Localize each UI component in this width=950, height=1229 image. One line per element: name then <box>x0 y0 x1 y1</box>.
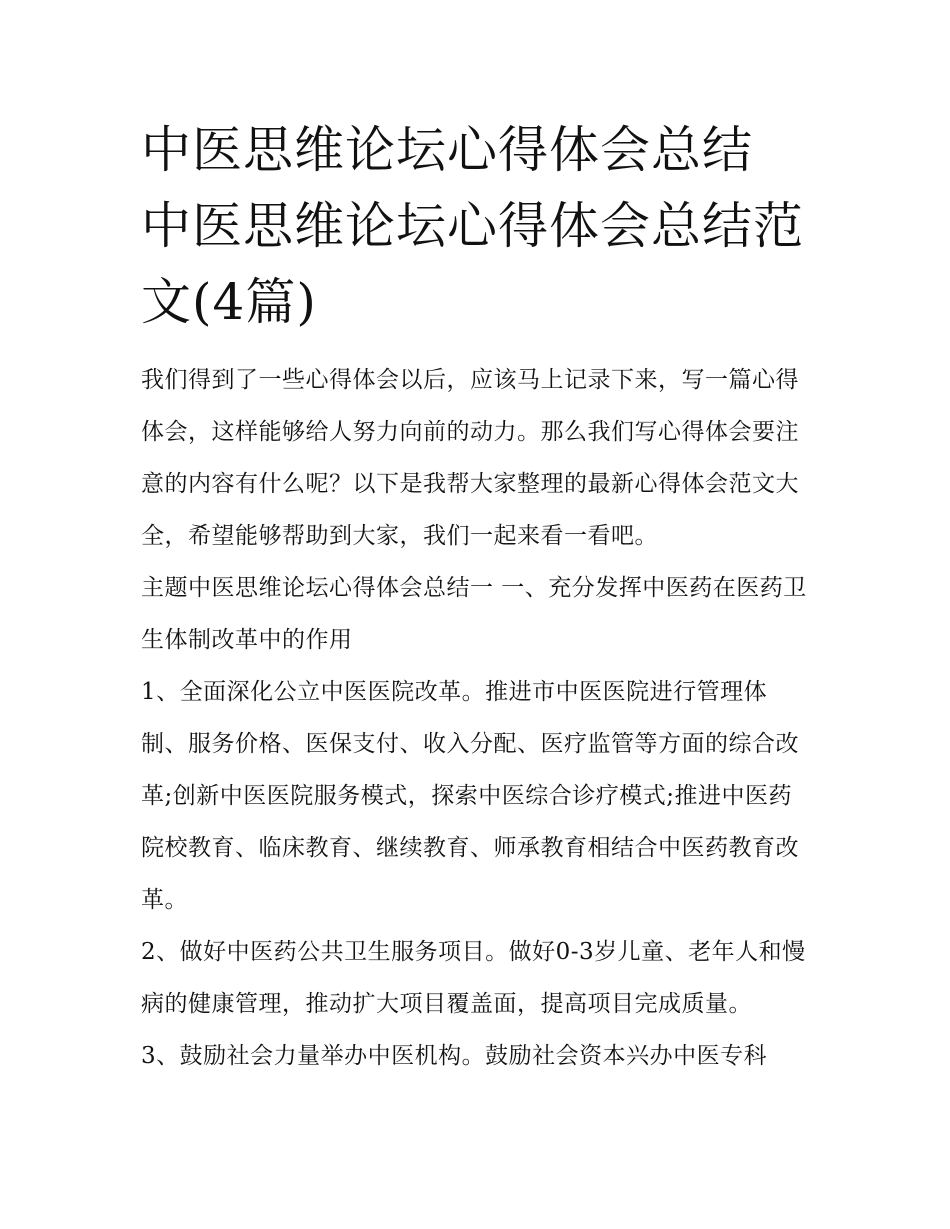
item-2-paragraph: 2、做好中医药公共卫生服务项目。做好0-3岁儿童、老年人和慢病的健康管理，推动扩大项目覆盖面，提高项目完成质量。 <box>141 939 806 1017</box>
document-page <box>141 112 813 1082</box>
item-3-paragraph: 3、鼓励社会力量举办中医机构。鼓励社会资本兴办中医专科 <box>141 1043 768 1069</box>
intro-paragraph: 我们得到了一些心得体会以后，应该马上记录下来，写一篇心得体会，这样能够给人努力向前的动力。那么我们写心得体会要注意的内容有什么呢？以下是我帮大家整理的最新心得体会范文大全，希望能够帮助到大家，我们一起来看一看吧。 <box>141 367 799 549</box>
document-title: 中医思维论坛心得体会总结 中医思维论坛心得体会总结范文(4篇) <box>141 121 804 331</box>
item-1-paragraph: 1、全面深化公立中医医院改革。推进市中医医院进行管理体制、服务价格、医保支付、收入分配、医疗监管等方面的综合改革;创新中医医院服务模式，探索中医综合诊疗模式;推进中医药院校教育、临床教育、继续教育、师承教育相结合中医药教育改革。 <box>141 679 799 913</box>
section-heading-paragraph: 主题中医思维论坛心得体会总结一 一、充分发挥中医药在医药卫生体制改革中的作用 <box>141 575 807 653</box>
